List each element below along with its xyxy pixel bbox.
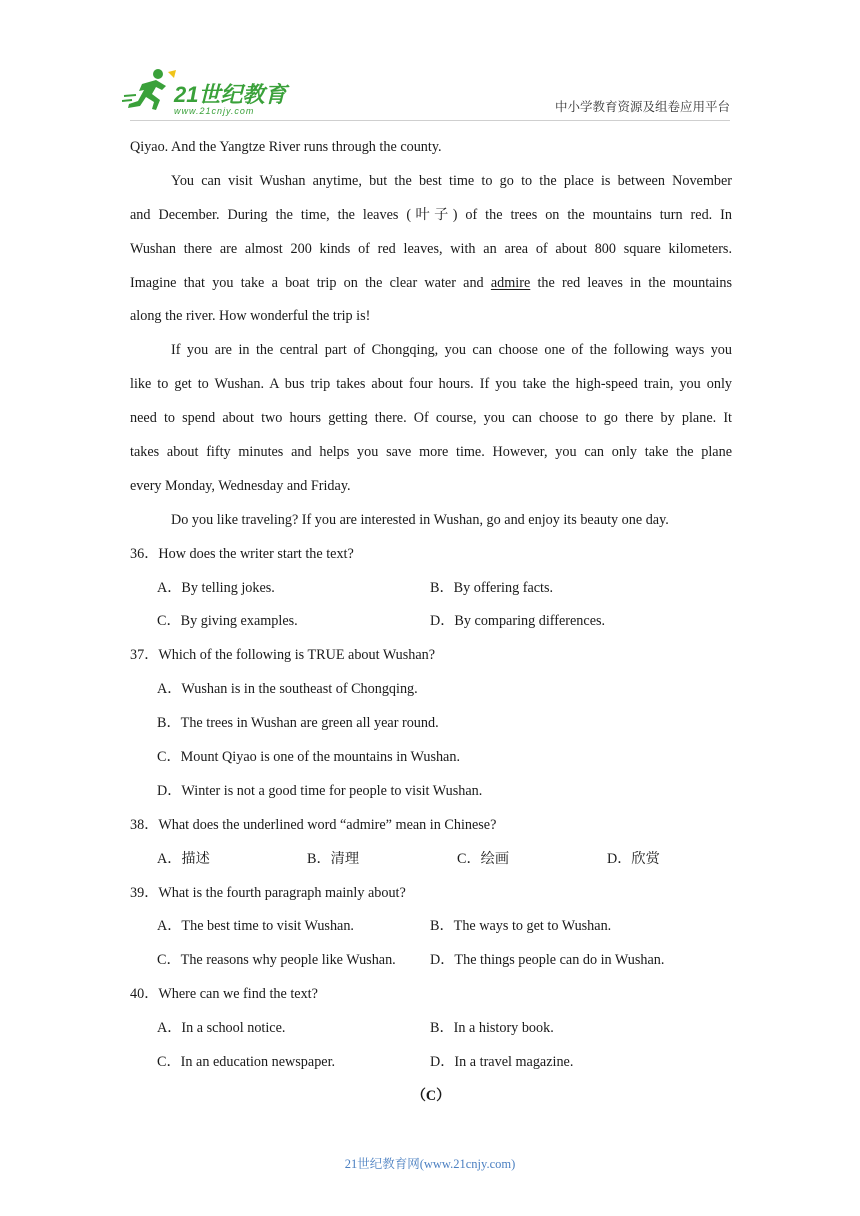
option-a: A．The best time to visit Wushan. <box>157 918 354 935</box>
option-row <box>130 1012 732 1046</box>
option-row <box>130 944 732 978</box>
option-row <box>130 605 732 639</box>
option-row <box>130 910 732 944</box>
option-a: A．By telling jokes. <box>157 579 275 596</box>
option-row <box>130 1046 732 1080</box>
option-c: C．Mount Qiyao is one of the mountains in Wushan. <box>157 749 460 766</box>
passage-line: every Monday, Wednesday and Friday. <box>130 477 351 494</box>
option-row <box>130 843 732 877</box>
passage-line: If you are in the central part of Chongqing, you can choose one of the following ways you <box>171 342 732 359</box>
passage-line: takes about fifty minutes and helps you save more time. However, you can only take the plane <box>130 444 732 461</box>
question-stem: 36．How does the writer start the text? <box>130 545 354 562</box>
question-stem: 38．What does the underlined word “admire” mean in Chinese? <box>130 816 497 833</box>
option-d: D．欣赏 <box>607 850 660 867</box>
option-c: C．绘画 <box>457 850 510 867</box>
option-a: A．In a school notice. <box>157 1020 286 1037</box>
passage-line: Imagine that you take a boat trip on the clear water and admire the red leaves in the mountains <box>130 274 732 291</box>
question-stem: 39．What is the fourth paragraph mainly about? <box>130 884 406 901</box>
passage-line: Qiyao. And the Yangtze River runs through the county. <box>130 139 442 155</box>
question-stem: 40．Where can we find the text? <box>130 986 318 1003</box>
page-footer: 21世纪教育网(www.21cnjy.com) <box>344 1157 516 1171</box>
option-c: C．By giving examples. <box>157 613 298 630</box>
site-logo <box>122 66 292 116</box>
header-divider <box>130 120 730 121</box>
option-b: B．By offering facts. <box>430 579 554 596</box>
option-b: B．In a history book. <box>430 1020 554 1037</box>
option-d: D．The things people can do in Wushan. <box>430 952 665 969</box>
option-b: B．The trees in Wushan are green all year round. <box>157 715 439 732</box>
option-d: D．Winter is not a good time for people to visit Wushan. <box>157 782 483 799</box>
underlined-word-admire: admire <box>490 274 531 291</box>
option-d: D．By comparing differences. <box>430 613 606 630</box>
passage-line: Wushan there are almost 200 kinds of red leaves, with an area of about 800 square kilometers. <box>130 240 732 257</box>
passage-line: and December. During the time, the leaves (叶子) of the trees on the mountains turn red. In <box>130 206 732 223</box>
option-d: D．In a travel magazine. <box>430 1054 574 1071</box>
passage-line: like to get to Wushan. A bus trip takes about four hours. If you take the high-speed train, you only <box>130 376 732 393</box>
header-platform-text: 中小学教育资源及组卷应用平台 <box>554 99 730 114</box>
exam-content <box>130 131 732 1114</box>
option-a: A．描述 <box>157 850 210 867</box>
option-c: C．The reasons why people like Wushan. <box>157 952 396 969</box>
section-label: （C） <box>411 1087 451 1104</box>
option-row <box>130 572 732 606</box>
option-b: B．清理 <box>307 850 360 867</box>
option-c: C．In an education newspaper. <box>157 1054 336 1071</box>
option-b: B．The ways to get to Wushan. <box>430 918 612 935</box>
logo-url: www.21cnjy.com <box>174 106 255 116</box>
logo-text: 21世纪教育 <box>174 82 287 107</box>
question-stem: 37．Which of the following is TRUE about Wushan? <box>130 647 436 664</box>
passage-line: Do you like traveling? If you are interested in Wushan, go and enjoy its beauty one day. <box>171 511 669 528</box>
passage-line: You can visit Wushan anytime, but the best time to go to the place is between November <box>171 172 732 189</box>
passage-line: along the river. How wonderful the trip is! <box>130 308 371 325</box>
option-a: A．Wushan is in the southeast of Chongqing. <box>157 681 418 698</box>
passage-line: need to spend about two hours getting there. Of course, you can choose to go there by plane. It <box>130 410 732 427</box>
